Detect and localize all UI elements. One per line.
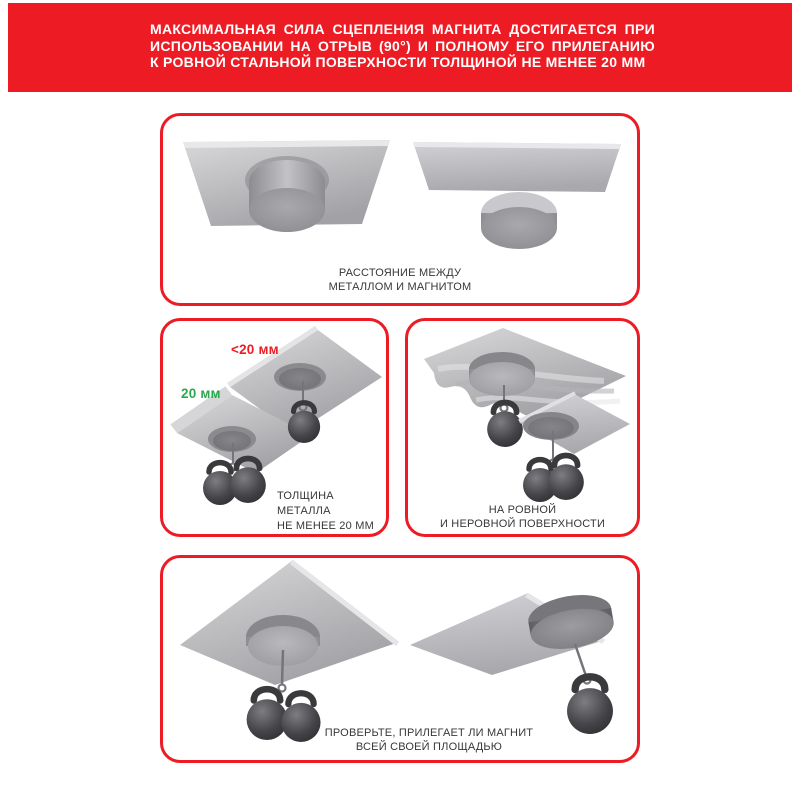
- steel-plate-attached-icon: [183, 140, 390, 232]
- kettlebell-icon: [487, 403, 523, 447]
- header-banner: [8, 3, 792, 92]
- panel-distance: [160, 113, 640, 306]
- caption-thickness: [277, 489, 374, 534]
- kettlebell-icon: [548, 456, 584, 500]
- header-text: [150, 21, 655, 71]
- full-contact-plate-icon: [180, 560, 399, 742]
- caption-distance-line-2: МЕТАЛЛОМ И МАГНИТОМ: [328, 281, 472, 293]
- magnet-pot-icon: [279, 368, 321, 390]
- caption-surface: [408, 503, 637, 531]
- panel-contact: [160, 555, 640, 763]
- caption-thickness-line-3: НЕ МЕНЕЕ 20 ММ: [277, 520, 374, 532]
- label-thick-metal: 20 мм: [181, 386, 221, 401]
- panel-thickness: [160, 318, 389, 537]
- caption-distance-line-1: РАССТОЯНИЕ МЕЖДУ: [338, 267, 462, 279]
- magnet-pot-icon: [469, 362, 535, 396]
- header-line-3: К РОВНОЙ СТАЛЬНОЙ ПОВЕРХНОСТИ ТОЛЩИНОЙ НЕ МЕНЕЕ 20 ММ: [150, 54, 646, 70]
- header-line-1: МАКСИМАЛЬНАЯ СИЛА СЦЕПЛЕНИЯ МАГНИТА ДОСТИГАЕТСЯ ПРИ: [150, 21, 655, 37]
- caption-thickness-line-1: ТОЛЩИНА: [277, 490, 334, 502]
- caption-distance: [163, 266, 637, 294]
- magnet-disc-icon: [481, 207, 557, 249]
- magnet-pot-icon: [528, 417, 574, 439]
- caption-thickness-line-2: МЕТАЛЛА: [277, 505, 331, 517]
- magnet-disc-icon: [249, 188, 325, 232]
- caption-contact: [279, 726, 579, 754]
- partial-contact-plate-icon: [410, 589, 617, 734]
- label-thin-metal: <20 мм: [231, 342, 279, 357]
- panel-surface: [405, 318, 640, 537]
- caption-contact-line-2: ВСЕЙ СВОЕЙ ПЛОЩАДЬЮ: [355, 741, 503, 753]
- steel-plate-gap-icon: [413, 142, 621, 249]
- caption-surface-line-1: НА РОВНОЙ: [488, 504, 557, 516]
- header-line-2: ИСПОЛЬЗОВАНИИ НА ОТРЫВ (90°) И ПОЛНОМУ ЕГО ПРИЛЕГАНИЮ: [150, 37, 655, 54]
- caption-surface-line-2: И НЕРОВНОЙ ПОВЕРХНОСТИ: [439, 518, 606, 530]
- caption-contact-line-1: ПРОВЕРЬТЕ, ПРИЛЕГАЕТ ЛИ МАГНИТ: [324, 727, 534, 739]
- hook-icon: [279, 685, 286, 692]
